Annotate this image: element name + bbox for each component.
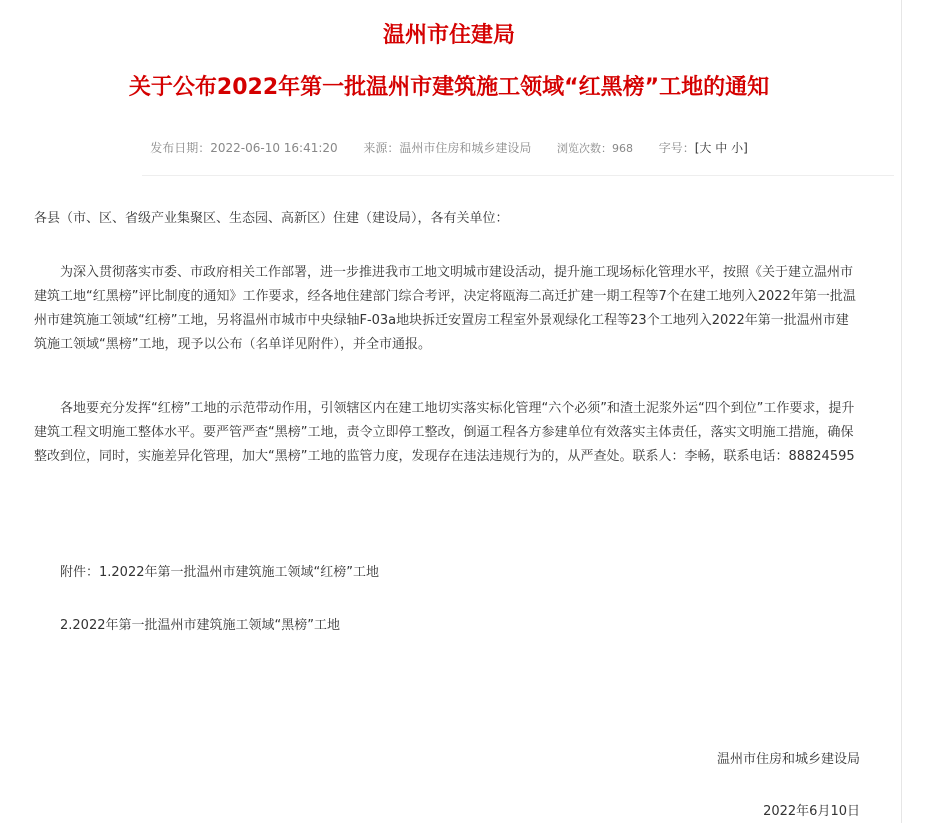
article-meta	[34, 139, 864, 158]
doc-title: 关于公布2022年第一批温州市建筑施工领域“红黑榜”工地的通知	[128, 75, 770, 100]
font-size-close-bracket: ]	[743, 141, 748, 155]
font-size-large-button[interactable]: 大	[699, 141, 712, 155]
views-count: 968	[612, 142, 634, 155]
font-size-small-button[interactable]: 小	[731, 141, 744, 155]
source-label: 来源：	[363, 141, 400, 155]
source-value: 温州市住房和城乡建设局	[399, 141, 532, 155]
views-label: 浏览次数：	[557, 142, 613, 155]
paragraph-1: 为深入贯彻落实市委、市政府相关工作部署，进一步推进我市工地文明城市建设活动，提升施工现场标化管理水平，按照《关于建立温州市建筑工地“红黑榜”评比制度的通知》工作要求，经各地住建部门综合考评，决定将瓯海二高迁扩建一期工程等7个在建工地列入2022年第一批温州市建筑施工领域“红榜”工地，另将温州市城市中央绿轴F-03a地块拆迁安置房工程室外景观绿化工程等23个工地列入2022年第一批温州市建筑施工领域“黑榜”工地，现予以公布（名单详见附件），并全市通报。	[34, 265, 856, 352]
font-size-open-bracket: [	[694, 141, 700, 155]
meta-divider	[142, 175, 894, 176]
attachment-2: 2.2022年第一批温州市建筑施工领域“黑榜”工地	[60, 618, 340, 633]
publish-date-label: 发布日期：	[150, 141, 211, 155]
publish-date: 2022-06-10 16:41:20	[210, 141, 338, 155]
font-size-medium-button[interactable]: 中	[715, 141, 728, 155]
font-size-label: 字号：	[658, 141, 695, 155]
paragraph-2: 各地要充分发挥“红榜”工地的示范带动作用，引领辖区内在建工地切实落实标化管理“六个必须”和渣土泥浆外运“四个到位”工作要求，提升建筑工程文明施工整体水平。要严管严查“黑榜”工地，责令立即停工整改，倒逼工程各方参建单位有效落实主体责任，落实文明施工措施，确保整改到位，同时，实施差异化管理，加大“黑榜”工地的监管力度，发现存在违法违规行为的，从严查处。联系人：李畅，联系电话：88824595	[34, 401, 855, 464]
page-right-border	[901, 0, 902, 823]
attachment-1: 附件：1.2022年第一批温州市建筑施工领域“红榜”工地	[60, 565, 379, 580]
signature-date: 2022年6月10日	[763, 804, 860, 819]
salutation: 各县（市、区、省级产业集聚区、生态园、高新区）住建（建设局），各有关单位：	[34, 211, 509, 226]
org-title: 温州市住建局	[382, 23, 515, 48]
signature-org: 温州市住房和城乡建设局	[716, 752, 860, 767]
